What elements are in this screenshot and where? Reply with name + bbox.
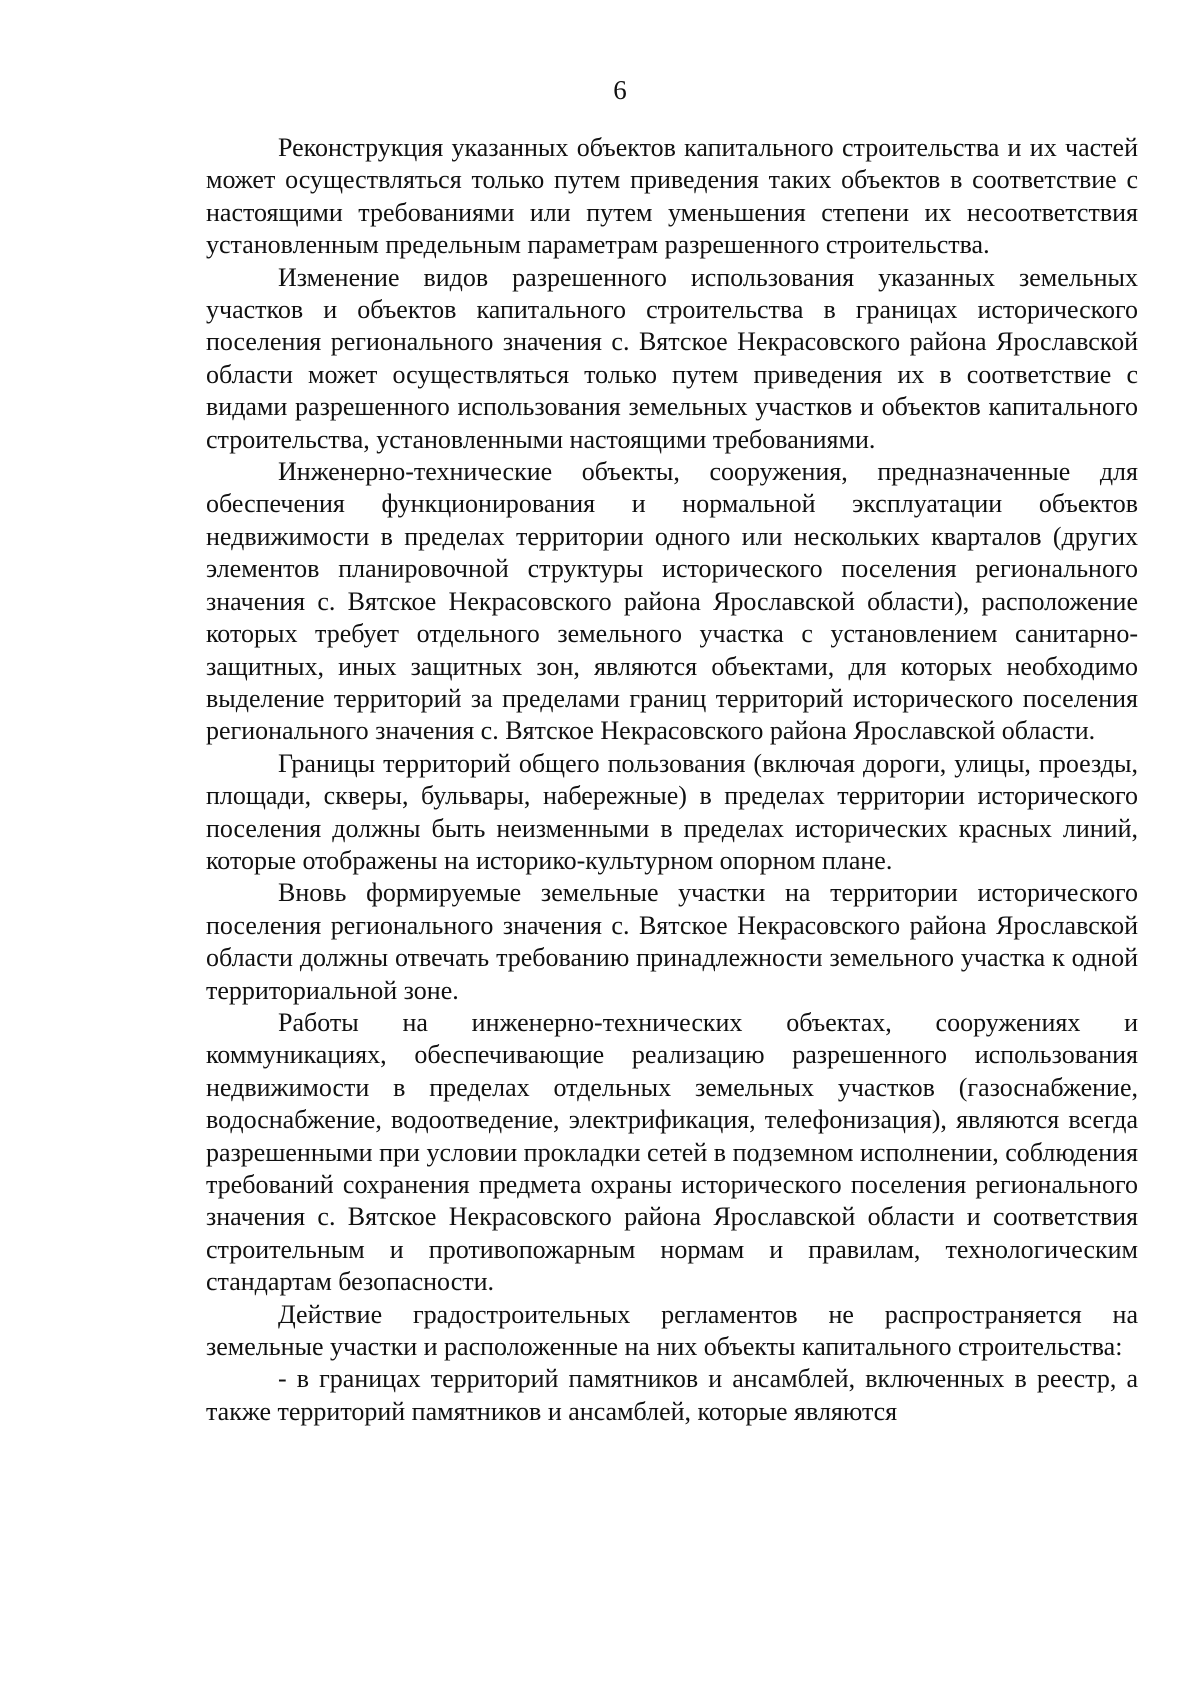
paragraph-land-use-change: Изменение видов разрешенного использования указанных земельных участков и объектов капитального строительства в границах исторического поселения регионального значения с. Вятское Некрасовского района Ярославской области может осуществляться только путем приведения их в соответствие с видами разрешенного использования земельных участков и объектов капитального строительства, установленными настоящими требованиями.: [206, 262, 1138, 454]
paragraph-list-item-monuments: - в границах территорий памятников и ансамблей, включенных в реестр, а также территорий памятников и ансамблей, которые являются: [206, 1364, 1138, 1426]
paragraph-new-land-plots: Вновь формируемые земельные участки на территории исторического поселения регионального значения с. Вятское Некрасовского района Ярославской области должны отвечать требованию принадлежности земельного участка к одной территориальной зоне.: [206, 878, 1138, 1005]
paragraph-engineering-works: Работы на инженерно-технических объектах, сооружениях и коммуникациях, обеспечивающие реализацию разрешенного использования недвижимости в пределах отдельных земельных участков (газоснабжение, водоснабжение, водоотведение, электрификация, телефонизация), являются всегда разрешенными при условии прокладки сетей в подземном исполнении, соблюдения требований сохранения предмета охраны исторического поселения регионального значения с. Вятское Некрасовского района Ярославской области и соответствия строительным и противопожарным нормам и правилам, технологическим стандартам безопасности.: [206, 1007, 1138, 1297]
paragraph-public-territory-boundaries: Границы территорий общего пользования (включая дороги, улицы, проезды, площади, скверы, бульвары, набережные) в пределах территории исторического поселения должны быть неизменными в пределах исторических красных линий, которые отображены на историко-культурном опорном плане.: [206, 748, 1138, 875]
paragraph-engineering-objects: Инженерно-технические объекты, сооружения, предназначенные для обеспечения функционирования и нормальной эксплуатации объектов недвижимости в пределах территории одного или нескольких кварталов (других элементов планировочной структуры исторического поселения регионального значения с. Вятское Некрасовского района Ярославской области), расположение которых требует отдельного земельного участка с установлением санитарно-защитных, иных защитных зон, являются объектами, для которых необходимо выделение территорий за пределами границ территорий исторического поселения регионального значения с. Вятское Некрасовского района Ярославской области.: [206, 457, 1138, 746]
page-number: 6: [613, 75, 627, 105]
document-body: [206, 132, 1138, 1428]
paragraph-reconstruction: Реконструкция указанных объектов капитального строительства и их частей может осуществляться только путем приведения таких объектов в соответствие с настоящими требованиями или путем уменьшения степени их несоответствия установленным предельным параметрам разрешенного строительства.: [206, 133, 1138, 260]
paragraph-regulations-scope: Действие градостроительных регламентов не распространяется на земельные участки и расположенные на них объекты капитального строительства:: [206, 1299, 1138, 1362]
